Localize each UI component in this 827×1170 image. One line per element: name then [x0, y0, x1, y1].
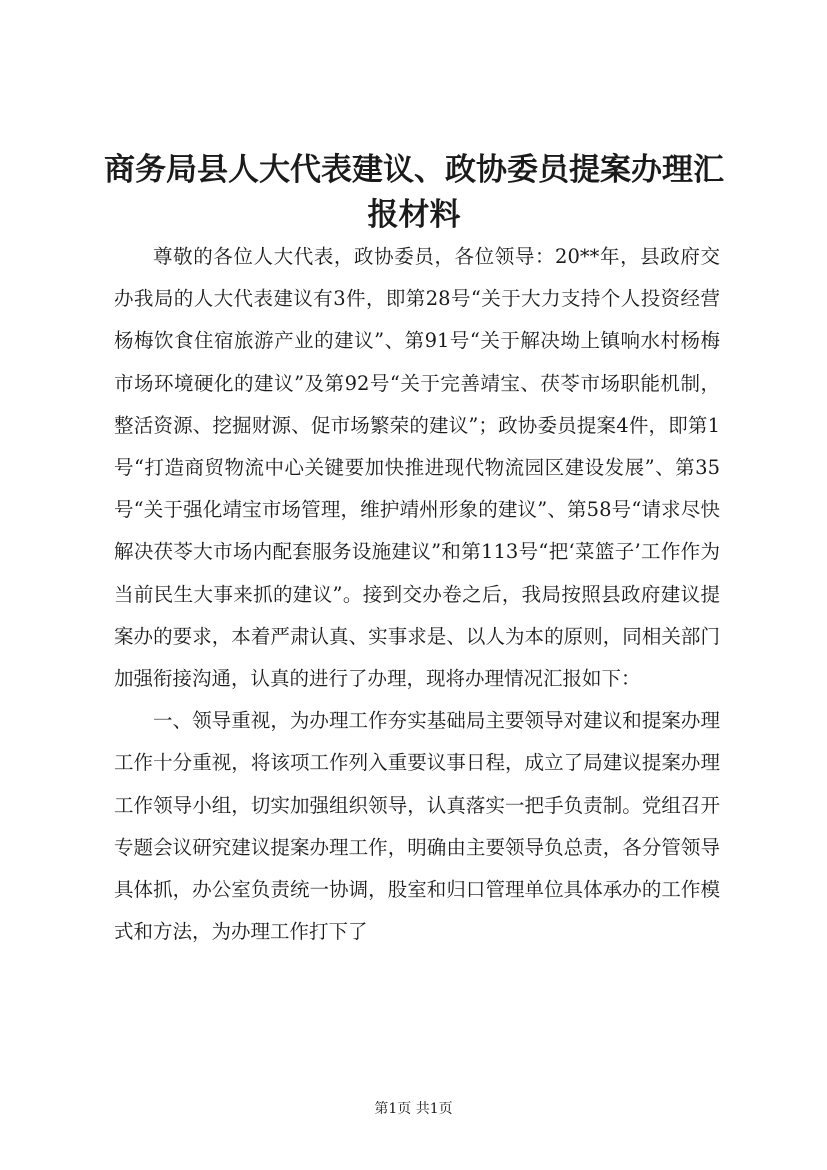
- document-body: [114, 236, 720, 953]
- document-title: 商务局县人大代表建议、政协委员提案办理汇报材料: [104, 152, 724, 233]
- page-footer: 第1页 共1页: [374, 1101, 453, 1117]
- paragraph: 尊敬的各位人大代表，政协委员，各位领导：20**年，县政府交办我局的人大代表建议有3件，即第28号“关于大力支持个人投资经营杨梅饮食住宿旅游产业的建议”、第91号“关于解决坳上镇响水村杨梅市场环境硬化的建议”及第92号“关于完善靖宝、茯苓市场职能机制，整活资源、挖掘财源、促市场繁荣的建议”；政协委员提案4件，即第1号“打造商贸物流中心关键要加快推进现代物流园区建设发展”、第35号“关于强化靖宝市场管理，维护靖州形象的建议”、第58号“请求尽快解决茯苓大市场内配套服务设施建议”和第113号“把‘菜篮子’工作作为当前民生大事来抓的建议”。接到交办卷之后，我局按照县政府建议提案办的要求，本着严肃认真、实事求是、以人为本的原则，同相关部门加强衔接沟通，认真的进行了办理，现将办理情况汇报如下：: [114, 245, 720, 691]
- paragraph: 一、领导重视，为办理工作夯实基础局主要领导对建议和提案办理工作十分重视，将该项工作列入重要议事日程，成立了局建议提案办理工作领导小组，切实加强组织领导，认真落实一把手负责制。党组召开专题会议研究建议提案办理工作，明确由主要领导负总责，各分管领导具体抓，办公室负责统一协调，股室和归口管理单位具体承办的工作模式和方法，为办理工作打下了: [114, 709, 720, 944]
